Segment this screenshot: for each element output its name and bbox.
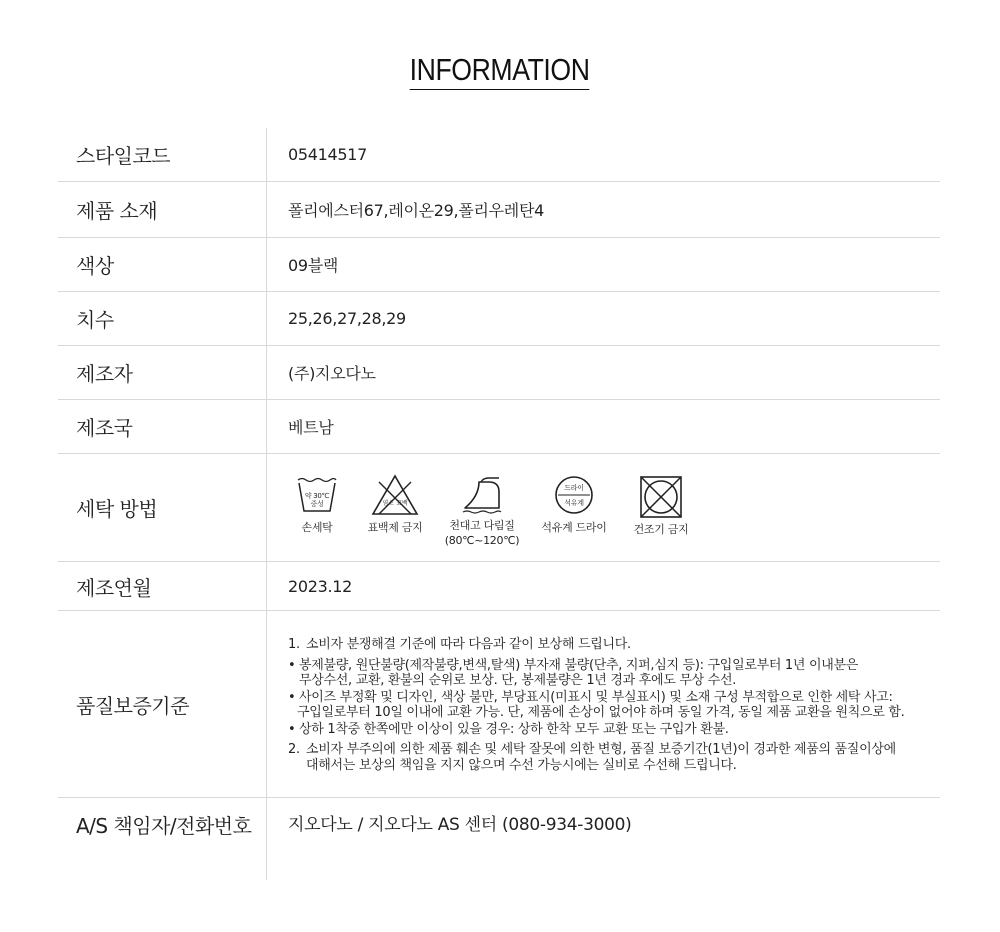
date-value: 2023.12 (288, 576, 353, 596)
as-value: 지오다노 / 지오다노 AS 센터 (080-934-3000) (288, 815, 632, 835)
dry-clean-icon (553, 474, 595, 516)
wash-item-bleach (365, 474, 425, 535)
quality-label: 품질보증기준 (58, 611, 267, 797)
quality-bullet-1-line2: 무상수선, 교환, 환불의 순위로 보상. 단, 봉제불량은 1년 경과 후에도 무상 수선. (299, 673, 737, 688)
washing-label: 세탁 방법 (58, 454, 267, 561)
country-value: 베트남 (288, 418, 334, 437)
quality-value (267, 611, 940, 797)
row-quality-standard (58, 611, 940, 798)
quality-bullet-2-line1: 사이즈 부정확 및 디자인, 색상 불만, 부당표시(미표시 및 부실표시) 및 소재 구성 부적합으로 인한 세탁 사고: (299, 689, 893, 705)
row-country (58, 400, 940, 454)
manufacturer-value: (주)지오다노 (288, 364, 376, 383)
iron-icon (459, 474, 505, 516)
row-manufacture-date (58, 562, 940, 611)
quality-item-1-number: 1. (288, 637, 300, 652)
quality-item-2-number: 2. (288, 742, 300, 757)
quality-item-2 (288, 742, 904, 773)
quality-bullet-3-line1: 상하 1착중 한쪽에만 이상이 있을 경우: 상하 한착 모두 교환 또는 구입가 환불. (299, 721, 729, 737)
iron-label: 천대고 다림질 (449, 519, 515, 532)
title-wrap (0, 52, 1000, 90)
quality-item-1-text: 소비자 분쟁해결 기준에 따라 다음과 같이 보상해 드립니다. (306, 637, 631, 652)
no-bleach-label: 표백제 금지 (367, 521, 423, 534)
page-title: INFORMATION (410, 52, 590, 90)
color-value: 09블랙 (288, 256, 339, 275)
wash-item-tumble (629, 474, 693, 537)
no-tumble-dry-label: 건조기 금지 (633, 523, 689, 536)
quality-bullet-1 (288, 658, 904, 689)
hand-wash-label: 손세탁 (301, 521, 333, 534)
hand-wash-temp-text: 약 30℃ (304, 492, 330, 500)
dry-clean-label: 석유계 드라이 (541, 521, 607, 534)
row-material (58, 182, 940, 238)
size-label: 치수 (58, 292, 267, 345)
row-color (58, 238, 940, 292)
manufacturer-label: 제조자 (58, 346, 267, 399)
quality-bullet-1-line1: 봉제불량, 원단불량(제작불량,변색,탈색) 부자재 불량(단추, 지퍼,심지 등): 구입일로부터 1년 이내분은 (299, 657, 859, 673)
washing-icons (267, 454, 940, 561)
dry-clean-text-2: 석유계 (564, 499, 584, 507)
row-size (58, 292, 940, 346)
quality-item-2-line2: 대해서는 보상의 책임을 지지 않으며 수선 가능시에는 실비로 수선해 드립니다. (306, 757, 737, 773)
wash-item-hand (295, 474, 339, 535)
bullet-dot: • (288, 657, 296, 673)
quality-item-1 (288, 637, 904, 653)
bullet-dot: • (288, 689, 296, 705)
no-tumble-dry-icon (638, 474, 684, 520)
hand-wash-icon (296, 474, 338, 514)
no-bleach-icon (371, 474, 419, 516)
wash-item-dryclean (539, 474, 609, 535)
material-value: 폴리에스터67,레이온29,폴리우레탄4 (288, 201, 544, 220)
quality-bullet-3 (288, 722, 904, 738)
row-as-contact (58, 798, 940, 880)
quality-list (288, 635, 904, 773)
wash-item-iron (445, 474, 519, 548)
color-label: 색상 (58, 238, 267, 291)
info-table (58, 128, 940, 880)
row-manufacturer (58, 346, 940, 400)
row-style-code (58, 128, 940, 182)
iron-sublabel: (80℃~120℃) (444, 534, 520, 547)
style-code-value: 05414517 (288, 145, 368, 164)
quality-bullet-2-line2: 구입일로부터 10일 이내에 교환 가능. 단, 제품에 손상이 없어야 하며 동일 가격, 동일 제품 교환을 원칙으로 함. (297, 705, 905, 720)
hand-wash-detergent-text: 중성 (310, 500, 324, 508)
date-label: 제조연월 (58, 562, 267, 610)
quality-bullet-2 (288, 690, 904, 721)
dry-clean-text-1: 드라이 (564, 484, 584, 492)
quality-item-2-line1: 소비자 부주의에 의한 제품 훼손 및 세탁 잘못에 의한 변형, 품질 보증기간(1년)이 경과한 제품의 품질이상에 (306, 742, 896, 757)
style-code-label: 스타일코드 (58, 128, 267, 181)
material-label: 제품 소재 (58, 182, 267, 237)
as-label: A/S 책임자/전화번호 (58, 798, 267, 880)
row-washing (58, 454, 940, 562)
no-bleach-text-1: 염소 (382, 500, 394, 507)
bullet-dot: • (288, 721, 296, 737)
country-label: 제조국 (58, 400, 267, 453)
no-bleach-text-2: 표백 (396, 500, 408, 507)
size-value: 25,26,27,28,29 (288, 309, 406, 328)
